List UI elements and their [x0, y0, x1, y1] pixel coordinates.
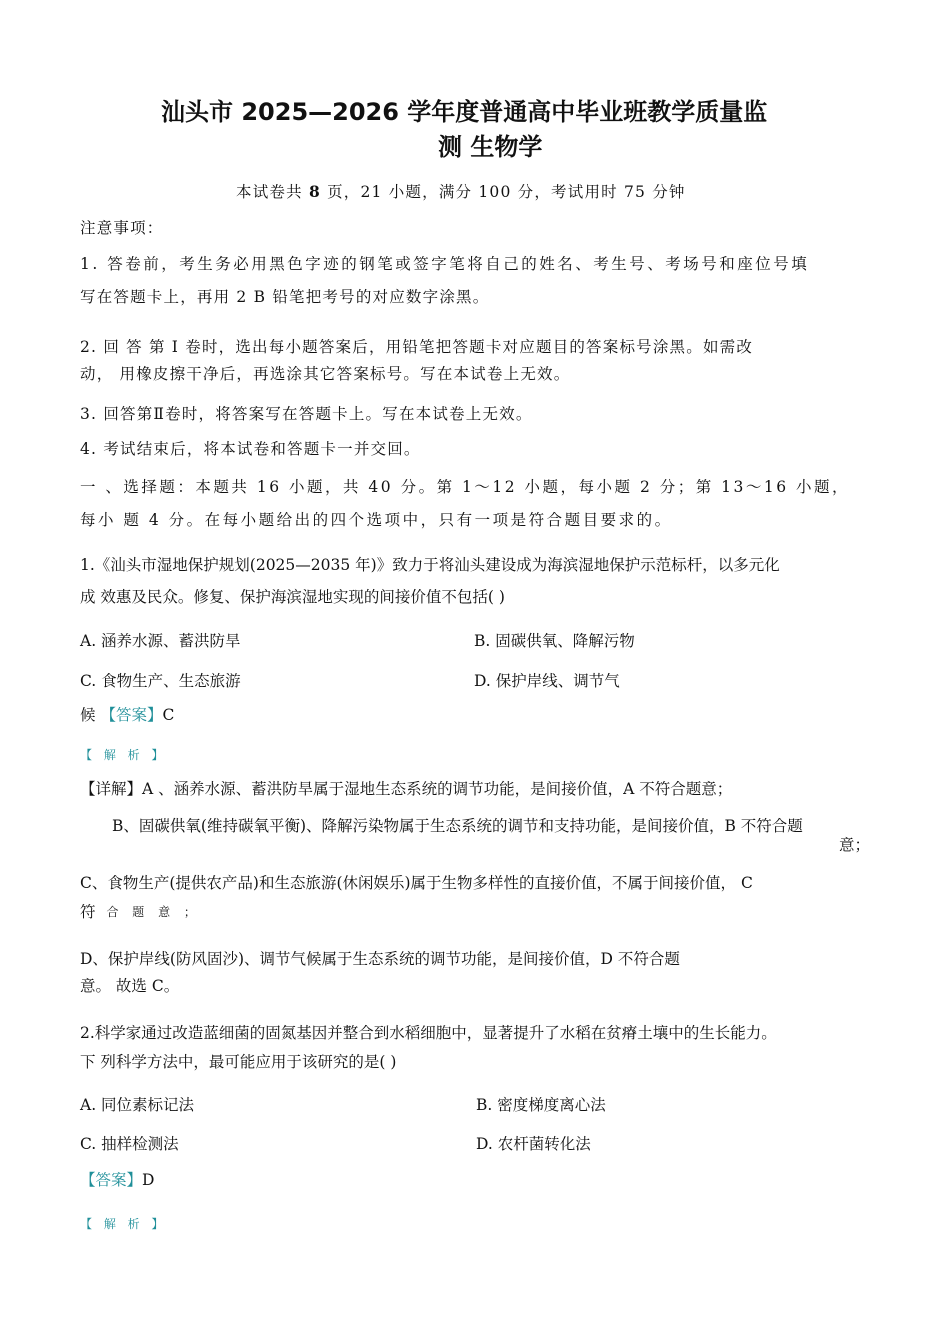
q1-answer	[80, 703, 174, 725]
q2-stem-line1: 2.科学家通过改造蓝细菌的固氮基因并整合到水稻细胞中，显著提升了水稻在贫瘠土壤中的生长能力。	[80, 1024, 777, 1042]
q1-detail-d-line2: 意。 故选 C。	[80, 977, 180, 995]
q1-option-a: A. 涵养水源、蓄洪防旱	[80, 632, 241, 650]
q2-stem-line2: 下 列科学方法中，最可能应用于该研究的是( )	[80, 1053, 397, 1071]
q2-answer	[80, 1168, 154, 1190]
q1-option-b: B. 固碳供氧、降解污物	[474, 632, 635, 650]
q2-analysis-label: 【 解 析 】	[80, 1217, 168, 1231]
q2-option-d: D. 农杆菌转化法	[476, 1135, 591, 1153]
notice-item-3: 3. 回答第Ⅱ卷时，将答案写在答题卡上。写在本试卷上无效。	[80, 405, 533, 423]
q1-detail-c-fu: 符	[80, 903, 96, 921]
q1-option-d: D. 保护岸线、调节气	[474, 672, 620, 690]
q2-option-a: A. 同位素标记法	[80, 1096, 195, 1114]
q1-detail-b-line2: 意；	[838, 836, 870, 854]
subtitle-text-post: 页，21 小题，满分 100 分，考试用时 75 分钟	[320, 183, 686, 201]
q2-answer-value: D	[142, 1171, 155, 1189]
subtitle-page-count: 8	[308, 182, 321, 201]
exam-subtitle	[236, 180, 686, 202]
q1-detail-a-text: A 、涵养水源、蓄洪防旱属于湿地生态系统的调节功能，是间接价值，A 不符合题意；	[142, 780, 733, 798]
q1-detail-c-he-ti-yi: 合 题 意 ；	[106, 905, 201, 919]
page-title-line1: 汕头市 2025—2026 学年度普通高中毕业班教学质量监	[161, 98, 768, 126]
q1-detail-c-line1: C、食物生产(提供农产品)和生态旅游(休闲娱乐)属于生物多样性的直接价值，不属于间接价值， C	[80, 874, 753, 892]
q1-stem-line1: 1.《汕头市湿地保护规划(2025—2035 年)》致力于将汕头建设成为海滨湿地保护示范标杆，以多元化	[80, 556, 780, 574]
q2-answer-label: 【答案】	[80, 1171, 143, 1189]
section-1-line1: 一 、选择题：本题共 16 小题，共 40 分。第 1～12 小题，每小题 2 分；第 13～16 小题，	[80, 478, 851, 496]
notice-item-2-line2: 动， 用橡皮擦干净后，再选涂其它答案标号。写在本试卷上无效。	[80, 365, 571, 383]
q1-detail-b-line1: B、固碳供氧(维持碳氧平衡)、降解污染物属于生态系统的调节和支持功能，是间接价值，B 不符合题	[112, 817, 803, 835]
q1-option-d-overflow: 候	[80, 706, 101, 724]
notice-heading: 注意事项：	[80, 219, 164, 237]
q1-detail-label: 【详解】	[80, 780, 143, 798]
q2-option-b: B. 密度梯度离心法	[476, 1096, 606, 1114]
page-title-line2: 测 生物学	[438, 133, 543, 161]
q1-answer-value: C	[162, 706, 175, 724]
q1-option-c: C. 食物生产、生态旅游	[80, 672, 241, 690]
q2-option-c: C. 抽样检测法	[80, 1135, 179, 1153]
subtitle-text-pre: 本试卷共	[236, 183, 309, 201]
q1-analysis-label: 【 解 析 】	[80, 748, 168, 762]
q1-detail-c-line2	[80, 900, 201, 922]
notice-item-1-line2: 写在答题卡上，再用 2 B 铅笔把考号的对应数字涂黑。	[80, 288, 490, 306]
section-1-line2: 每小 题 4 分。在每小题给出的四个选项中，只有一项是符合题目要求的。	[80, 511, 673, 529]
q1-answer-label: 【答案】	[100, 706, 163, 724]
notice-item-2-line1: 2. 回 答 第 I 卷时，选出每小题答案后，用铅笔把答题卡对应题目的答案标号涂黑。如需改	[80, 338, 754, 356]
notice-item-1-line1: 1. 答卷前，考生务必用黑色字迹的钢笔或签字笔将自己的姓名、考生号、考场号和座位号填	[80, 255, 810, 273]
q1-stem-line2: 成 效惠及民众。修复、保护海滨湿地实现的间接价值不包括( )	[80, 588, 505, 606]
q1-detail-d-line1: D、保护岸线(防风固沙)、调节气候属于生态系统的调节功能，是间接价值，D 不符合题	[80, 950, 680, 968]
q1-detail-a	[80, 777, 732, 799]
notice-item-4: 4. 考试结束后，将本试卷和答题卡一并交回。	[80, 440, 421, 458]
